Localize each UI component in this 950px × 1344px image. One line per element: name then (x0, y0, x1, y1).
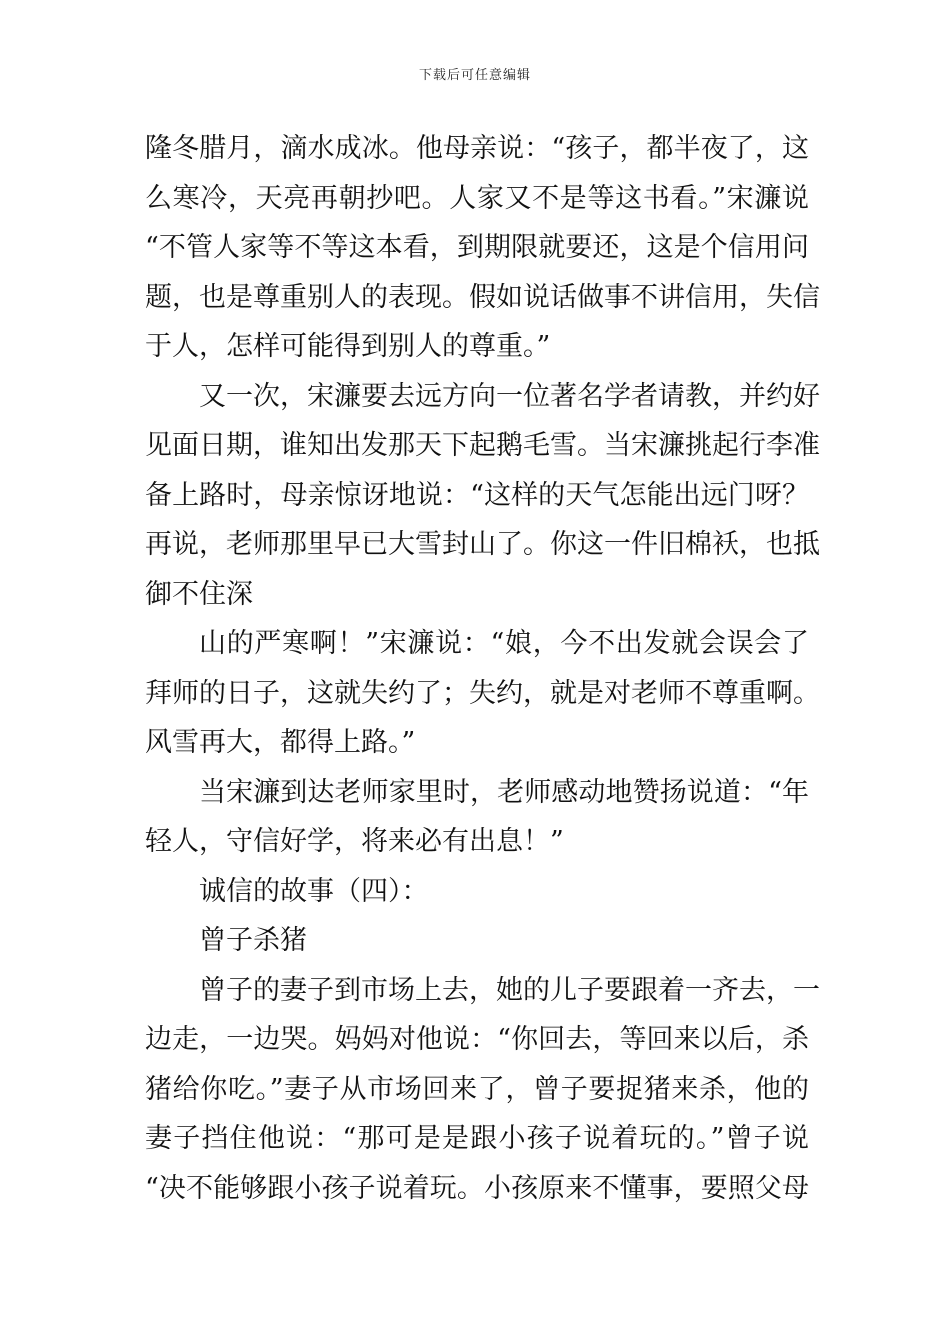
text-line: 曾子杀猪 (199, 925, 307, 956)
text-line: 边走，一边哭。妈妈对他说：“你回去，等回来以后，杀 (145, 1024, 809, 1055)
document-body (145, 124, 820, 1213)
page-header: 下载后可任意编辑 (418, 68, 531, 83)
text-line: 又一次，宋濂要去远方向一位著名学者请教，并约好 (199, 380, 820, 412)
text-line: 风雪再大，都得上路。” (145, 727, 416, 758)
text-line: 再说，老师那里早已大雪封山了。你这一件旧棉袄，也抵 (145, 529, 820, 560)
text-line: 御不住深 (145, 578, 253, 610)
text-line: 猪给你吃。”妻子从市场回来了，曾子要捉猪来杀，他的 (145, 1073, 809, 1105)
text-line: 于人，怎样可能得到别人的尊重。” (145, 331, 551, 362)
text-line: 隆冬腊月，滴水成冰。他母亲说：“孩子，都半夜了，这 (145, 133, 809, 164)
text-line: 诚信的故事（四）： (199, 875, 429, 907)
text-line: 见面日期，谁知出发那天下起鹅毛雪。当宋濂挑起行李准 (145, 430, 820, 461)
text-line: 轻人，守信好学，将来必有出息！” (145, 826, 564, 857)
text-line: 备上路时，母亲惊讶地说：“这样的天气怎能出远门呀？ (145, 479, 809, 511)
text-line: “不管人家等不等这本看，到期限就要还，这是个信用问 (145, 232, 809, 263)
text-line: 拜师的日子，这就失约了；失约，就是对老师不尊重啊。 (145, 677, 820, 709)
text-line: 题，也是尊重别人的表现。假如说话做事不讲信用，失信 (145, 281, 820, 313)
text-line: 当宋濂到达老师家里时，老师感动地赞扬说道：“年 (199, 776, 809, 808)
text-line: 妻子挡住他说：“那可是是跟小孩子说着玩的。”曾子说 (145, 1123, 809, 1154)
text-line: “决不能够跟小孩子说着玩。小孩原来不懂事，要照父母 (145, 1172, 809, 1204)
text-line: 曾子的妻子到市场上去，她的儿子要跟着一齐去，一 (199, 974, 820, 1006)
text-line: 山的严寒啊！”宋濂说：“娘，今不出发就会误会了 (199, 628, 809, 659)
text-line: 么寒冷，天亮再朝抄吧。人家又不是等这书看。”宋濂说 (145, 182, 809, 214)
